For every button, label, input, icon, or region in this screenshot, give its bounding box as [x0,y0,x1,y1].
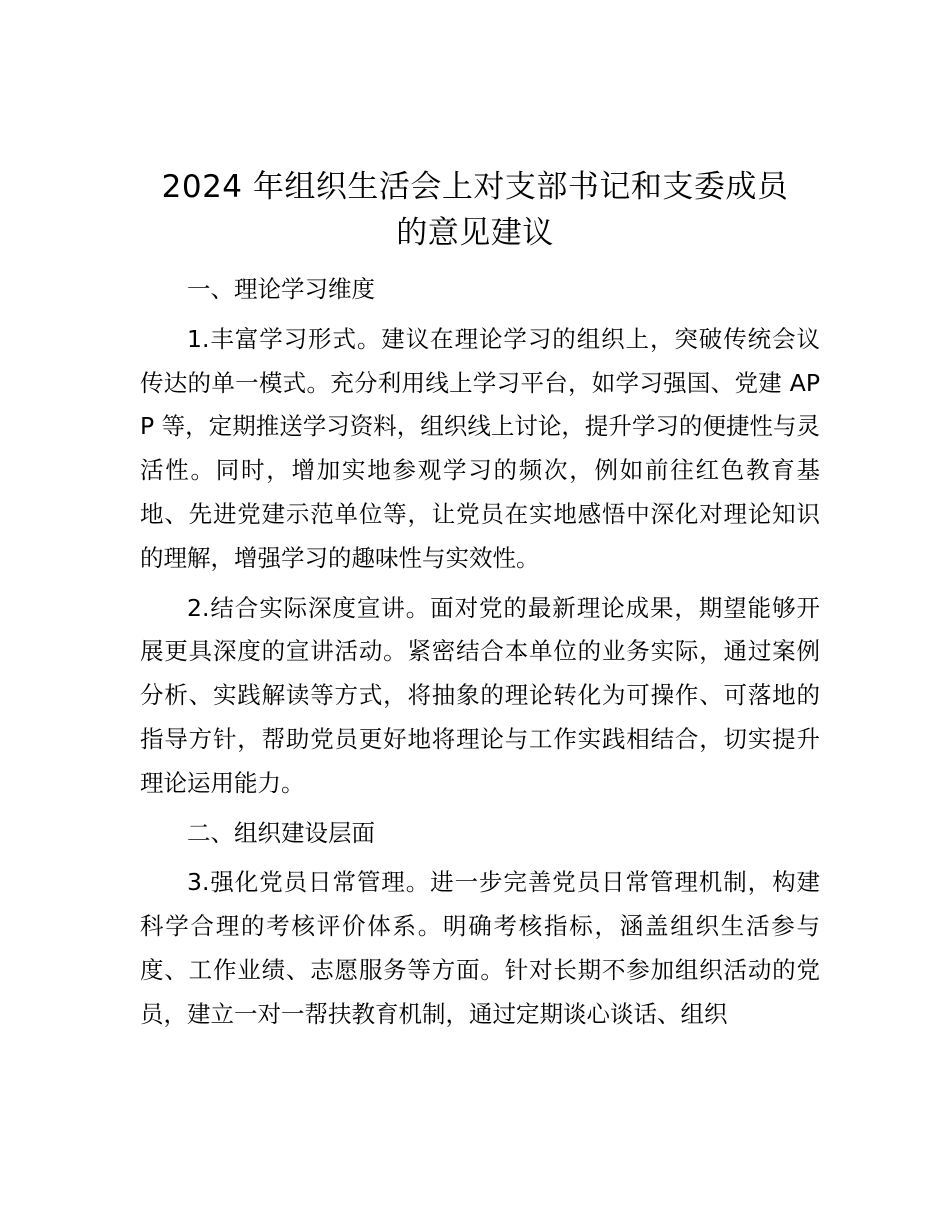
paragraph-2: 2.结合实际深度宣讲。面对党的最新理论成果，期望能够开展更具深度的宣讲活动。紧密结合本单位的业务实际，通过案例分析、实践解读等方式，将抽象的理论转化为可操作、可落地的指导方针，帮助党员更好地将理论与工作实践相结合，切实提升理论运用能力。 [140,593,820,797]
document-body [140,268,820,1043]
document-title-line-2: 的意见建议 [396,215,554,251]
paragraph-1: 1.丰富学习形式。建议在理论学习的组织上，突破传统会议传达的单一模式。充分利用线上学习平台，如学习强国、党建 APP 等，定期推送学习资料，组织线上讨论，提升学习的便捷性与灵活性。同时，增加实地参观学习的频次，例如前往红色教育基地、先进党建示范单位等，让党员在实地感悟中深化对理论知识的理解，增强学习的趣味性与实效性。 [140,324,820,572]
section-heading-theory: 一、理论学习维度 [187,275,375,303]
section-heading-organization: 二、组织建设层面 [187,818,375,847]
document-title-line-1: 2024 年组织生活会上对支部书记和支委成员 [161,169,789,205]
paragraph-3: 3.强化党员日常管理。进一步完善党员日常管理机制，构建科学合理的考核评价体系。明确考核指标，涵盖组织生活参与度、工作业绩、志愿服务等方面。针对长期不参加组织活动的党员，建立一对一帮扶教育机制，通过定期谈心谈话、组织 [140,868,820,1028]
